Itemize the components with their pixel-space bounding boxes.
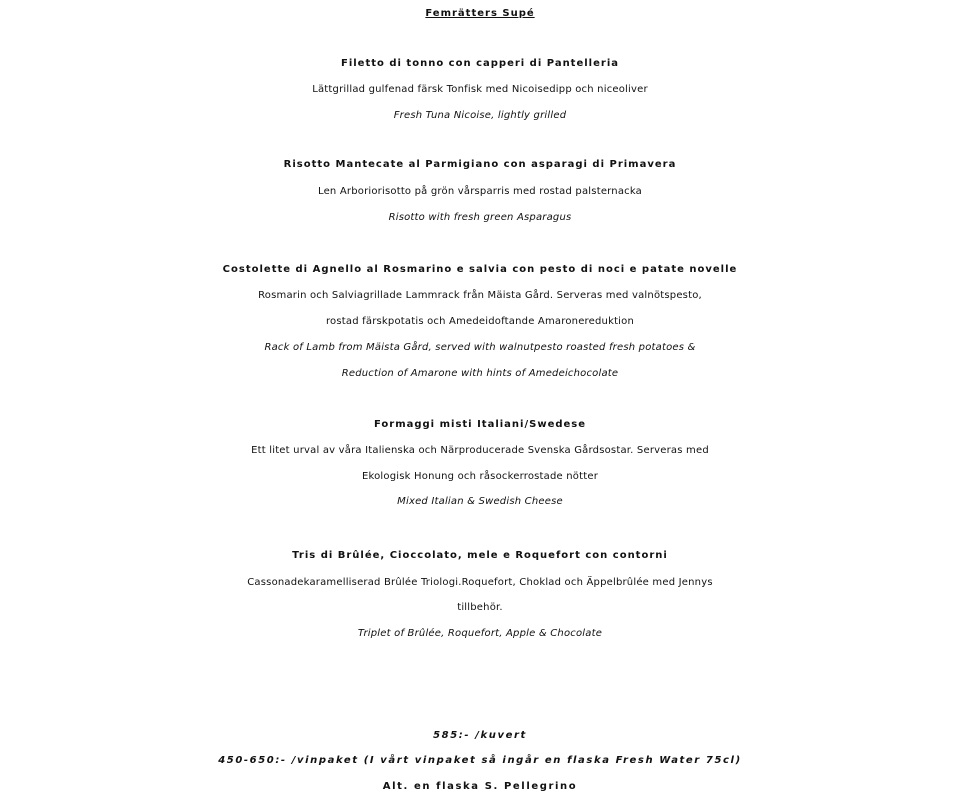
course-3-swedish-line-1: Rosmarin och Salviagrillade Lammrack från Mäista Gård. Serveras med valnötspesto, [258, 290, 702, 301]
course-4-swedish-line-1: Ett litet urval av våra Italienska och Närproducerade Svenska Gårdsostar. Serveras med [251, 445, 709, 456]
course-1-swedish: Lättgrillad gulfenad färsk Tonfisk med Nicoisedipp och niceoliver [312, 84, 648, 95]
course-5-swedish-line-1: Cassonadekaramelliserad Brûlée Triologi.Roquefort, Choklad och Äppelbrûlée med Jennys [247, 577, 713, 588]
course-2-english: Risotto with fresh green Asparagus [388, 212, 572, 223]
course-3-swedish-line-2: rostad färskpotatis och Amedeidoftande Amaronereduktion [325, 316, 635, 327]
menu-heading: Femrätters Supé [425, 8, 535, 19]
course-2-italian: Risotto Mantecate al Parmigiano con asparagi di Primavera [283, 159, 677, 170]
course-2-swedish: Len Arboriorisotto på grön vårsparris med rostad palsternacka [317, 186, 643, 197]
course-4-swedish-line-2: Ekologisk Honung och råsockerrostade nötter [361, 471, 599, 482]
course-3-italian: Costolette di Agnello al Rosmarino e salvia con pesto di noci e patate novelle [222, 264, 738, 275]
course-5-swedish-line-2: tillbehör. [457, 602, 503, 613]
course-5-italian: Tris di Brûlée, Cioccolato, mele e Roquefort con contorni [292, 550, 668, 561]
course-5-english: Triplet of Brûlée, Roquefort, Apple & Chocolate [357, 628, 603, 639]
wine-package-price: 450-650:- /vinpaket (I vårt vinpaket så ingår en flaska Fresh Water 75cl) [218, 755, 742, 766]
course-3-english-line-1: Rack of Lamb from Mäista Gård, served with walnutpesto roasted fresh potatoes & [264, 342, 696, 353]
course-1-italian: Filetto di tonno con capperi di Pantelleria [340, 58, 619, 69]
course-4-italian: Formaggi misti Italiani/Swedese [373, 419, 587, 430]
price-per-cover: 585:- /kuvert [433, 730, 527, 741]
course-1-english: Fresh Tuna Nicoise, lightly grilled [393, 110, 567, 121]
course-4-english: Mixed Italian & Swedish Cheese [397, 496, 563, 507]
course-3-english-line-2: Reduction of Amarone with hints of Amedeichocolate [341, 368, 619, 379]
water-alternative: Alt. en flaska S. Pellegrino [382, 781, 578, 792]
